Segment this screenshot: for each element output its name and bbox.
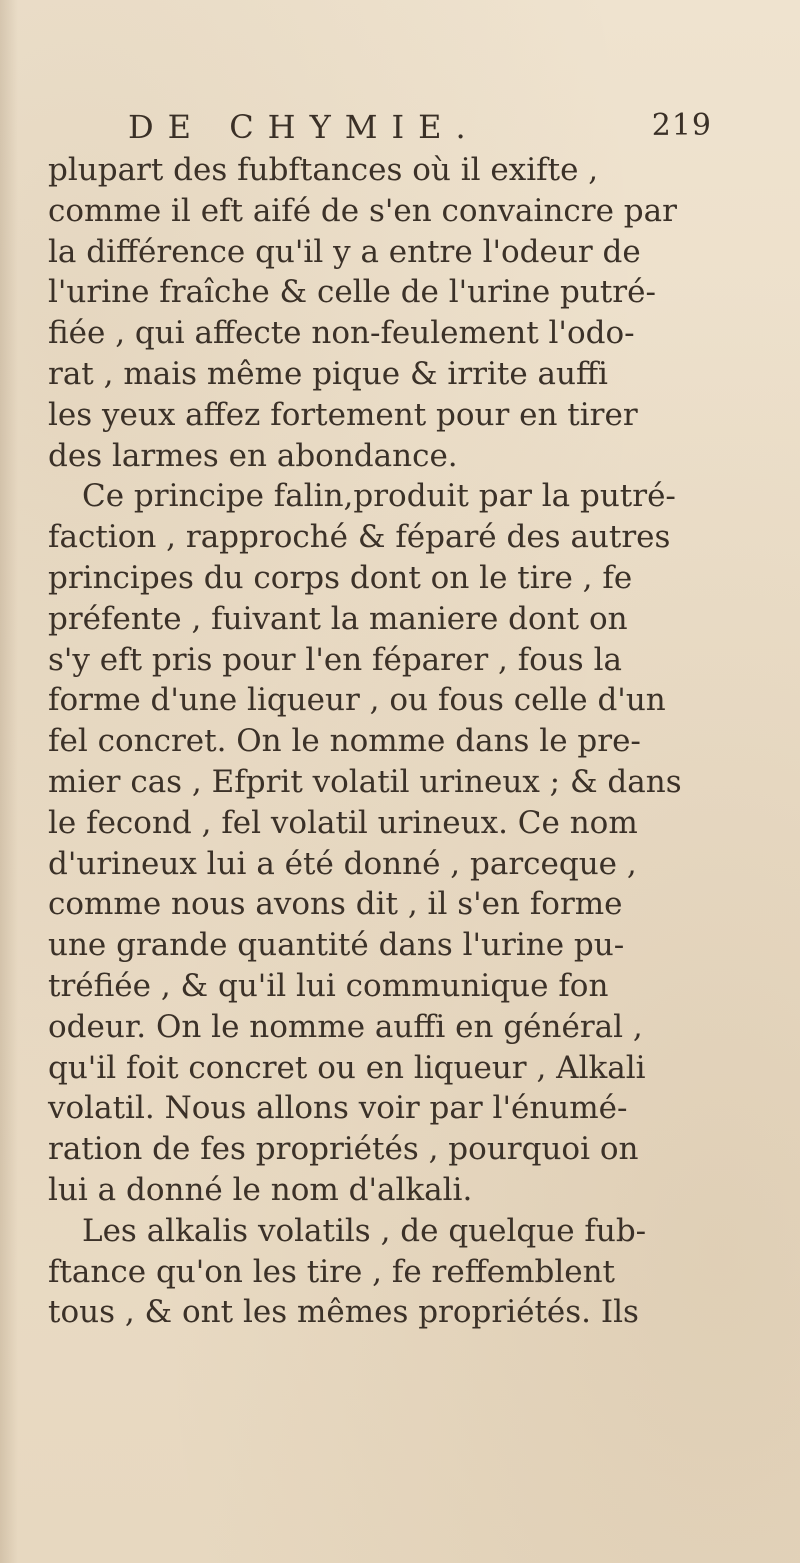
text-line: les yeux affez fortement pour en tirer xyxy=(48,396,638,433)
text-line: ration de fes propriétés , pourquoi on xyxy=(48,1131,639,1168)
body-text xyxy=(48,150,720,1333)
text-line: le fecond , fel volatil urineux. Ce nom xyxy=(48,804,638,841)
page-number: 219 xyxy=(651,108,712,143)
text-line: principes du corps dont on le tire , fe xyxy=(48,559,633,596)
text-line: Ce principe falin,produit par la putré- xyxy=(82,478,676,515)
text-line: plupart des fubftances où il exifte , xyxy=(48,152,599,188)
text-line: l'urine fraîche & celle de l'urine putré- xyxy=(48,274,656,311)
text-line: Les alkalis volatils , de quelque fub- xyxy=(82,1212,647,1249)
text-line: forme d'une liqueur , ou fous celle d'un xyxy=(48,682,666,719)
text-line: odeur. On le nomme auffi en général , xyxy=(48,1008,643,1045)
text-line: qu'il foit concret ou en liqueur , Alkali xyxy=(48,1049,646,1086)
running-title: DE CHYMIE. xyxy=(128,108,480,146)
text-line: fel concret. On le nomme dans le pre- xyxy=(48,723,641,760)
text-line: ftance qu'on les tire , fe reffemblent xyxy=(48,1253,616,1290)
text-line: s'y eft pris pour l'en féparer , fous la xyxy=(48,641,622,678)
text-line: rat , mais même pique & irrite auffi xyxy=(48,355,608,392)
text-line: volatil. Nous allons voir par l'énumé- xyxy=(48,1090,628,1127)
text-line: préfente , fuivant la maniere dont on xyxy=(48,600,628,637)
text-line: comme il eft aifé de s'en convaincre par xyxy=(48,192,677,229)
text-line: comme nous avons dit , il s'en forme xyxy=(48,886,623,923)
text-line: une grande quantité dans l'urine pu- xyxy=(48,927,625,964)
page-header xyxy=(128,106,712,146)
text-line: des larmes en abondance. xyxy=(48,437,458,474)
text-line: mier cas , Efprit volatil urineux ; & dans xyxy=(48,763,682,800)
text-line: faction , rapproché & féparé des autres xyxy=(48,519,671,556)
text-line: la différence qu'il y a entre l'odeur de xyxy=(48,233,641,270)
text-line: tous , & ont les mêmes propriétés. Ils xyxy=(48,1294,639,1331)
text-line: fiée , qui affecte non-feulement l'odo- xyxy=(48,315,635,352)
text-line: d'urineux lui a été donné , parceque , xyxy=(48,845,637,882)
text-line: tréfiée , & qu'il lui communique fon xyxy=(48,967,609,1004)
text-line: lui a donné le nom d'alkali. xyxy=(48,1171,473,1208)
